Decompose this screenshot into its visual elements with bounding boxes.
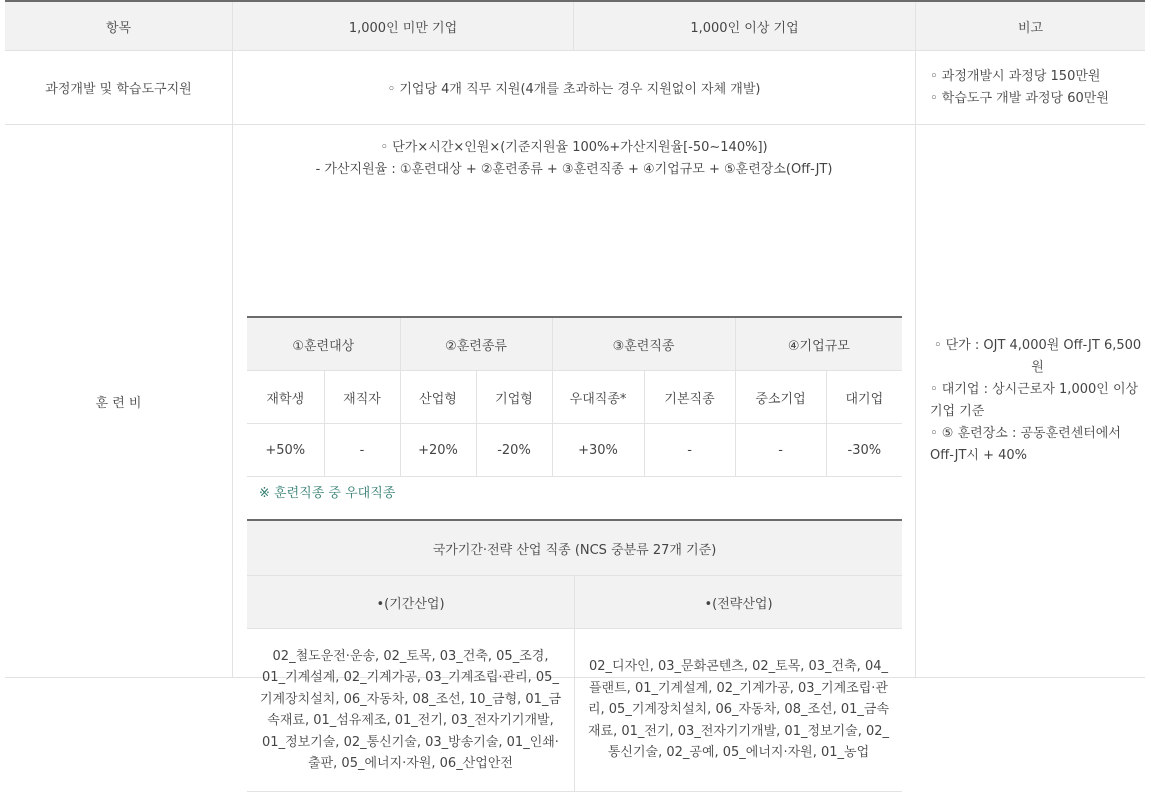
remark-line: ◦ 학습도구 개발 과정당 60만원 xyxy=(930,90,1109,106)
header-under-1000: 1,000인 미만 기업 xyxy=(233,2,574,50)
table-row-training-cost xyxy=(5,125,1145,771)
remark-line: Off-JT시 + 40% xyxy=(930,448,1027,463)
category-header: ①훈련대상 xyxy=(247,318,400,371)
header-over-1000: 1,000인 이상 기업 xyxy=(574,2,916,50)
category-header: ④기업규모 xyxy=(735,318,902,371)
training-cost-details xyxy=(233,125,916,771)
category-header: ②훈련종류 xyxy=(400,318,552,371)
row-label: 훈 련 비 xyxy=(5,125,233,677)
subheader-row xyxy=(247,371,902,424)
subheader-cell: 기본직종 xyxy=(644,371,735,424)
ncs-list-row xyxy=(247,629,902,792)
rate-value: +30% xyxy=(552,424,644,477)
remark-line: ◦ 단가 : OJT 4,000원 Off-JT 6,500원 xyxy=(933,338,1142,375)
cost-formula xyxy=(233,137,915,181)
ncs-title: 국가기간·전략 산업 직종 (NCS 중분류 27개 기준) xyxy=(247,521,902,576)
rate-value: - xyxy=(735,424,826,477)
category-header: ③훈련직종 xyxy=(552,318,735,371)
header-item: 항목 xyxy=(5,2,233,50)
rate-value: -30% xyxy=(826,424,902,477)
subheader-cell: 산업형 xyxy=(400,371,476,424)
ncs-list-strategic: 02_디자인, 03_문화콘텐츠, 02_토목, 03_건축, 04_플랜트, 01_기계설계, 02_기계가공, 03_기계조립·관리, 05_기계장치설치, 06_자동차, 08_조선, 01_금속재료, 01_전기, 03_전자기기개발, 01_정보기술, 02_통신기술, 02_공예, 05_에너지·자원, 01_농업 xyxy=(575,629,903,792)
ncs-header-row xyxy=(247,576,902,629)
surcharge-rate-table xyxy=(247,316,902,477)
subheader-cell: 중소기업 xyxy=(735,371,826,424)
rate-value: - xyxy=(644,424,735,477)
row-remarks xyxy=(916,125,1145,677)
rate-value: +50% xyxy=(247,424,324,477)
preferred-occupation-note: ※ 훈련직종 중 우대직종 xyxy=(259,486,396,501)
rate-value: -20% xyxy=(476,424,552,477)
ncs-list-basic: 02_철도운전·운송, 02_토목, 03_건축, 05_조경, 01_기계설계, 02_기계가공, 03_기계조립·관리, 05_기계장치설치, 06_자동차, 08_조선, 10_금형, 01_금속재료, 01_섬유제조, 01_전기, 03_전자기기개발, 01_정보기술, 02_통신기술, 03_방송기술, 01_인쇄·출판, 05_에너지·자원, 06_산업안전 xyxy=(247,629,575,792)
subheader-cell: 재학생 xyxy=(247,371,324,424)
rate-value: +20% xyxy=(400,424,476,477)
table-row-course-development xyxy=(5,51,1145,125)
row-content: ◦ 기업당 4개 직무 지원(4개를 초과하는 경우 지원없이 자체 개발) xyxy=(233,51,916,124)
training-support-table xyxy=(5,0,1145,771)
remark-line: ◦ 과정개발시 과정당 150만원 xyxy=(930,68,1101,84)
table-header-row xyxy=(5,0,1145,51)
remark-line: ◦ 대기업 : 상시근로자 1,000인 이상 xyxy=(930,382,1139,397)
ncs-title-row xyxy=(247,521,902,576)
header-remarks: 비고 xyxy=(1017,20,1044,36)
remark-line: ◦ ⑤ 훈련장소 : 공동훈련센터에서 xyxy=(930,426,1121,441)
subheader-cell: 우대직종* xyxy=(552,371,644,424)
rate-value: - xyxy=(324,424,400,477)
formula-line: - 가산지원율 : ①훈련대상 + ②훈련종류 + ③훈련직종 + ④기업규모 + ⑤훈련장소(Off-JT) xyxy=(315,162,833,177)
ncs-industry-table xyxy=(247,519,902,792)
remark-line: 기업 기준 xyxy=(930,404,985,419)
ncs-header-basic: •(기간산업) xyxy=(247,576,575,629)
value-row xyxy=(247,424,902,477)
subheader-cell: 기업형 xyxy=(476,371,552,424)
category-row xyxy=(247,318,902,371)
row-label: 과정개발 및 학습도구지원 xyxy=(5,51,233,124)
row-remarks xyxy=(916,51,1145,124)
subheader-cell: 재직자 xyxy=(324,371,400,424)
ncs-header-strategic: •(전략산업) xyxy=(575,576,903,629)
formula-line: ◦ 단가×시간×인원×(기준지원율 100%+가산지원율[-50∼140%]) xyxy=(380,140,768,155)
subheader-cell: 대기업 xyxy=(826,371,902,424)
